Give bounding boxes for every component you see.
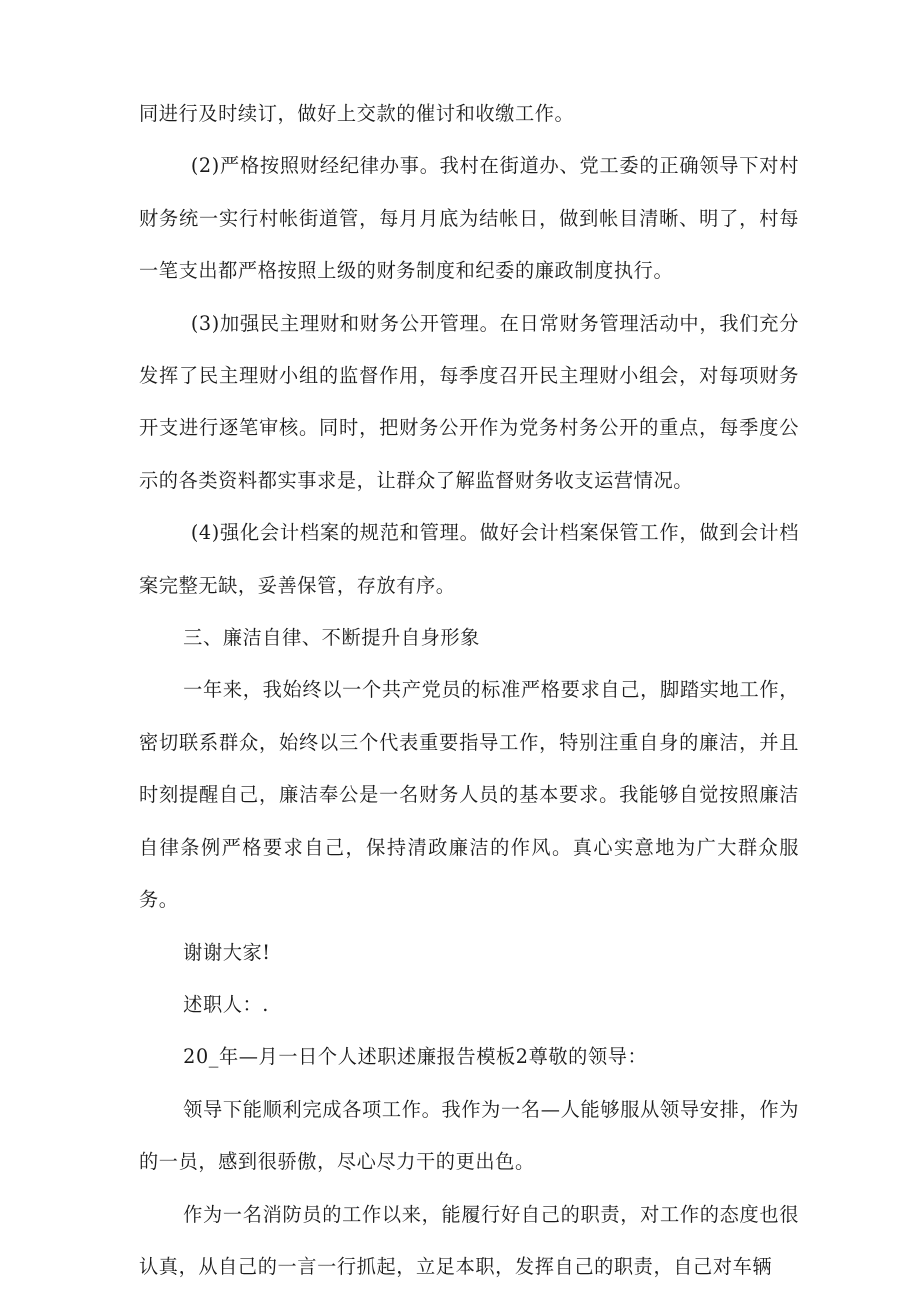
paragraph-firefighter: 作为一名消防员的工作以来，能履行好自己的职责，对工作的态度也很认真，从自己的一言一行抓起，立足本职，发挥自己的职责，自己对车辆 (139, 1202, 799, 1278)
paragraph-item-4: (4)强化会计档案的规范和管理。做好会计档案保管工作，做到会计档案完整无缺，妥善保管，存放有序。 (139, 521, 799, 597)
closing-thanks: 谢谢大家! (183, 940, 271, 964)
section-heading-3: 三、廉洁自律、不断提升自身形象 (183, 626, 480, 650)
paragraph-item-3: (3)加强民主理财和财务公开管理。在日常财务管理活动中，我们充分发挥了民主理财小组的监督作用，每季度召开民主理财小组会，对每项财务开支进行逐笔审核。同时，把财务公开作为党务村务公开的重点，每季度公示的各类资料都实事求是，让群众了解监督财务收支运营情况。 (139, 311, 799, 492)
paragraph-self-discipline: 一年来，我始终以一个共产党员的标准严格要求自己，脚踏实地工作，密切联系群众，始终以三个代表重要指导工作，特别注重自身的廉洁，并且时刻提醒自己，廉洁奉公是一名财务人员的基本要求。我能够自觉按照廉洁自律条例严格要求自己，保持清政廉洁的作风。真心实意地为广大群众服务。 (139, 678, 799, 912)
paragraph-item-2: (2)严格按照财经纪律办事。我村在街道办、党工委的正确领导下对村财务统一实行村帐街道管，每月月底为结帐日，做到帐目清晰、明了，村每一笔支出都严格按照上级的财务制度和纪委的廉政制度执行。 (139, 154, 799, 283)
paragraph-leadership: 领导下能顺利完成各项工作。我作为一名—人能够服从领导安排，作为的一员，感到很骄傲，尽心尽力干的更出色。 (139, 1097, 799, 1174)
paragraph-continuation: 同进行及时续订，做好上交款的催讨和收缴工作。 (139, 102, 575, 125)
document-body (139, 88, 799, 1293)
signature-line: 述职人：. (183, 992, 270, 1016)
template-2-heading: 20_年—月一日个人述职述廉报告模板2尊敬的领导： (183, 1045, 648, 1069)
